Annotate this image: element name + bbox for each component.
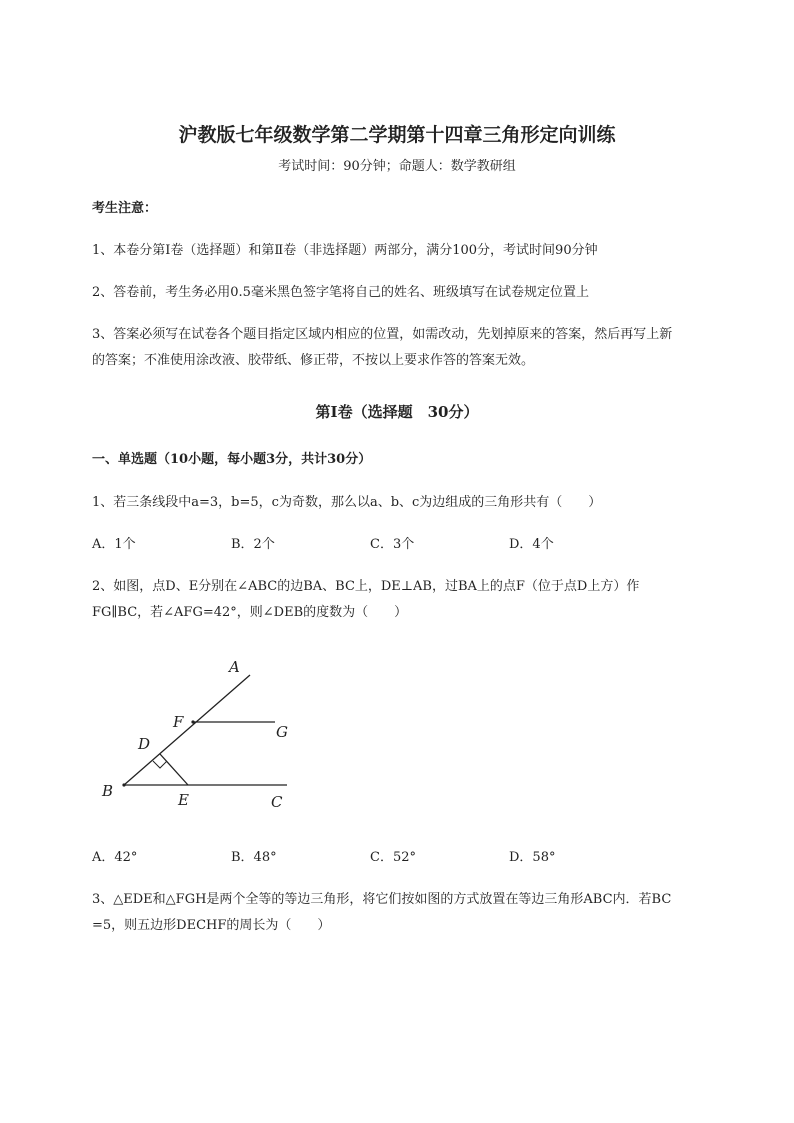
page-title: 沪教版七年级数学第二学期第十四章三角形定向训练 [178,124,616,146]
notice-heading: 考生注意： [92,201,158,216]
label-d: D [138,735,151,753]
exam-subtitle: 考试时间：90分钟；命题人：数学教研组 [278,159,516,174]
question-2-stem-line2: FG∥BC，若∠AFG=42°，则∠DEB的度数为（ ） [92,605,408,620]
geometry-figure [95,650,315,820]
label-f: F [173,713,184,731]
label-b: B [102,782,114,800]
label-c: C [271,793,283,811]
notice-item-1: 1、本卷分第Ⅰ卷（选择题）和第Ⅱ卷（非选择题）两部分，满分100分，考试时间90分钟 [92,243,598,258]
q2-option-b: B．48° [231,850,277,865]
section-title: 第Ⅰ卷（选择题 30分） [315,403,479,421]
label-a: A [229,658,240,676]
line-ba [124,675,250,785]
line-de [160,754,188,785]
notice-item-3-line1: 3、答案必须写在试卷各个题目指定区域内相应的位置，如需改动，先划掉原来的答案，然后再写上新 [92,327,673,342]
question-3-stem-line1: 3、△EDE和△FGH是两个全等的等边三角形，将它们按如图的方式放置在等边三角形ABC内．若BC [92,892,672,907]
question-3-stem-line2: =5，则五边形DECHF的周长为（ ） [92,918,331,933]
label-e: E [178,791,189,809]
part-heading: 一、单选题（10小题，每小题3分，共计30分） [92,452,372,467]
right-angle-mark [153,761,167,768]
q2-option-c: C．52° [370,850,416,865]
notice-item-2: 2、答卷前，考生务必用0.5毫米黑色签字笔将自己的姓名、班级填写在试卷规定位置上 [92,285,589,300]
q1-option-b: B．2个 [231,537,275,552]
point-b [122,783,125,786]
q1-option-c: C．3个 [370,537,415,552]
q2-option-a: A．42° [92,850,138,865]
question-2-stem-line1: 2、如图，点D、E分别在∠ABC的边BA、BC上，DE⊥AB，过BA上的点F（位于点D上方）作 [92,579,640,594]
notice-item-3-line2: 的答案；不准使用涂改液、胶带纸、修正带，不按以上要求作答的答案无效。 [92,353,535,368]
question-1-stem: 1、若三条线段中a=3，b=5，c为奇数，那么以a、b、c为边组成的三角形共有（ ） [92,495,602,510]
q1-option-a: A．1个 [92,537,136,552]
point-f [191,720,194,723]
q2-option-d: D．58° [509,850,556,865]
q1-option-d: D．4个 [509,537,554,552]
label-g: G [276,723,288,741]
